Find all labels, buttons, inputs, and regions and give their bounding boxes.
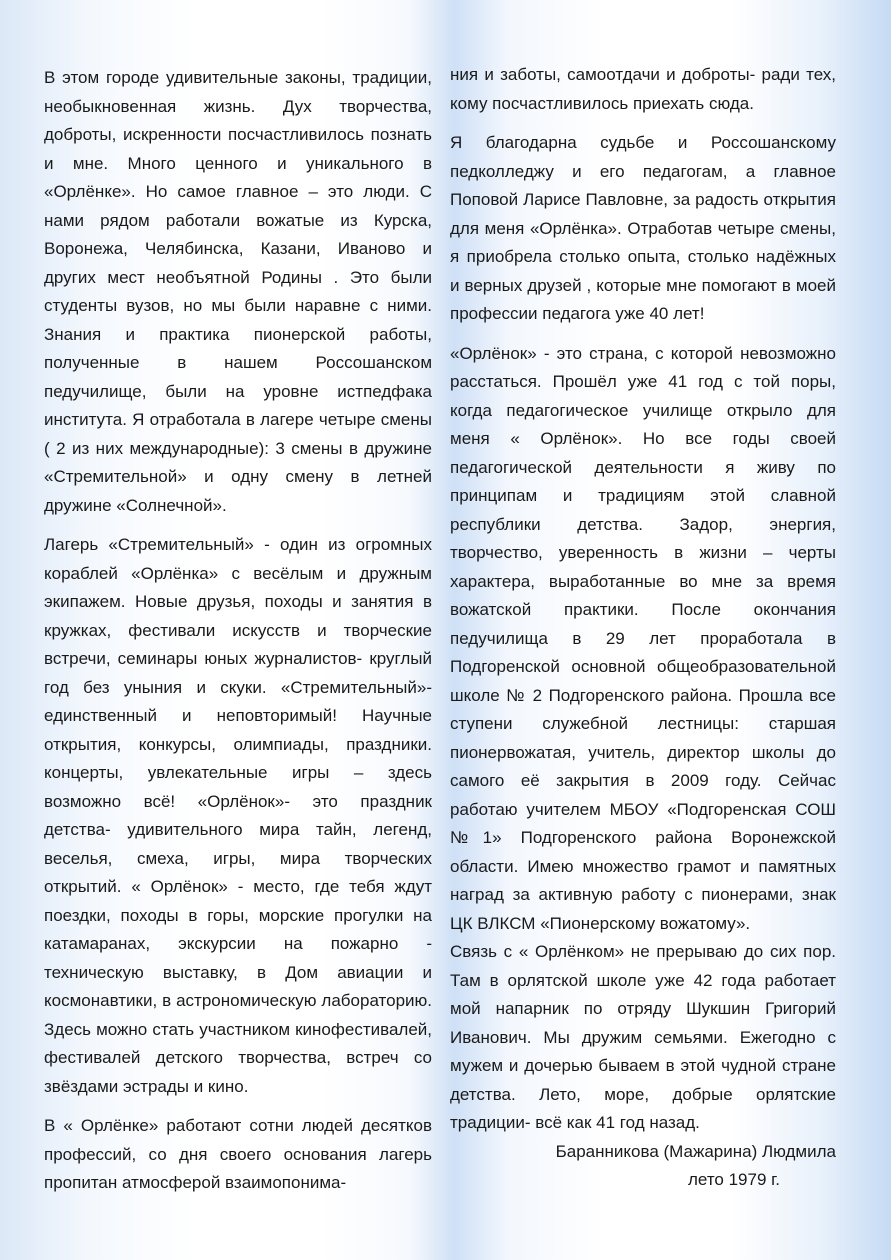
paragraph-city-laws: В этом городе удивительные законы, традиции, необыкновенная жизнь. Дух творчества, доброты, искренности посчастливилось познать и мне. Много ценного и уникального в «Орлёнке». Но самое главное – это люди. С нами рядом работали вожатые из Курска, Воронежа, Челябинска, Казани, Иваново и других мест необъятной Родины . Это были студенты вузов, но мы были наравне с ними. Знания и практика пионерской работы, полученные в нашем Россошанском педучилище, были на уровне истпедфака института. Я отработала в лагере четыре смены ( 2 из них международные): 3 смены в дружине «Стремительной» и одну смену в летней дружине «Солнечной». [44, 68, 432, 515]
paragraph-gratitude: Я благодарна судьбе и Россошанскому педколледжу и его педагогам, а главное Поповой Ларисе Павловне, за радость открытия для меня «Орлёнка». Отработав четыре смены, я приобрела столько опыта, столько надёжных и верных друзей , которые мне помогают в моей профессии педагога уже 40 лет! [450, 133, 836, 323]
signature-date: лето 1979 г. [688, 1170, 780, 1189]
paragraph-continuation: ния и заботы, самоотдачи и доброты- ради тех, кому посчастливилось приехать сюда. [450, 65, 836, 113]
left-column [44, 64, 432, 1198]
paragraph-camp-stremitelny: Лагерь «Стремительный» - один из огромных кораблей «Орлёнка» с весёлым и дружным экипажем. Новые друзья, походы и занятия в кружках, фестивали искусств и творческие встречи, семинары юных журналистов- круглый год без уныния и скуки. «Стремительный»-единственный и неповторимый! Научные открытия, конкурсы, олимпиады, праздники. концерты, увлекательные игры – здесь возможно всё! «Орлёнок»- это праздник детства- удивительного мира тайн, легенд, веселья, смеха, игры, мира творческих открытий. « Орлёнок» - место, где тебя ждут поездки, походы в горы, морские прогулки на катамаранах, экскурсии на пожарно - техническую выставку, в Дом авиации и космонавтики, в астрономическую лабораторию. Здесь можно стать участником кинофестивалей, фестивалей детского творчества, встреч со звёздами эстрады и кино. [44, 535, 432, 1096]
paragraph-orlyonok-people: В « Орлёнке» работают сотни людей десятков профессий, со дня своего основания лагерь пропитан атмосферой взаимопонима- [44, 1116, 432, 1192]
right-column [450, 61, 836, 1195]
paragraph-country: «Орлёнок» - это страна, с которой невозможно расстаться. Прошёл уже 41 год с той поры, когда педагогическое училище открыло для меня « Орлёнок». Но все годы своей педагогической деятельности я живу по принципам и традициям этой славной республики детства. Задор, энергия, творчество, уверенность в жизни – черты характера, выработанные во мне за время вожатской практики. После окончания педучилища в 29 лет проработала в Подгоренской основной общеобразовательной школе № 2 Подгоренского района. Прошла все ступени служебной лестницы: старшая пионервожатая, учитель, директор школы до самого её закрытия в 2009 году. Сейчас работаю учителем МБОУ «Подгоренская СОШ №1» Подгоренского района Воронежской области. Имею множество грамот и памятных наград за активную работу с пионерами, знак ЦК ВЛКСМ «Пионерскому вожатому». [450, 343, 836, 933]
author-signature: Баранникова (Мажарина) Людмила [555, 1141, 836, 1161]
paragraph-connection: Связь с « Орлёнком» не прерываю до сих пор. Там в орлятской школе уже 42 года работает мой напарник по отряду Шукшин Григорий Иванович. Мы дружим семьями. Ежегодно с мужем и дочерью бываем в этой чудной стране детства. Лето, море, добрые орлятские традиции- всё как 41 год назад. [450, 942, 836, 1132]
